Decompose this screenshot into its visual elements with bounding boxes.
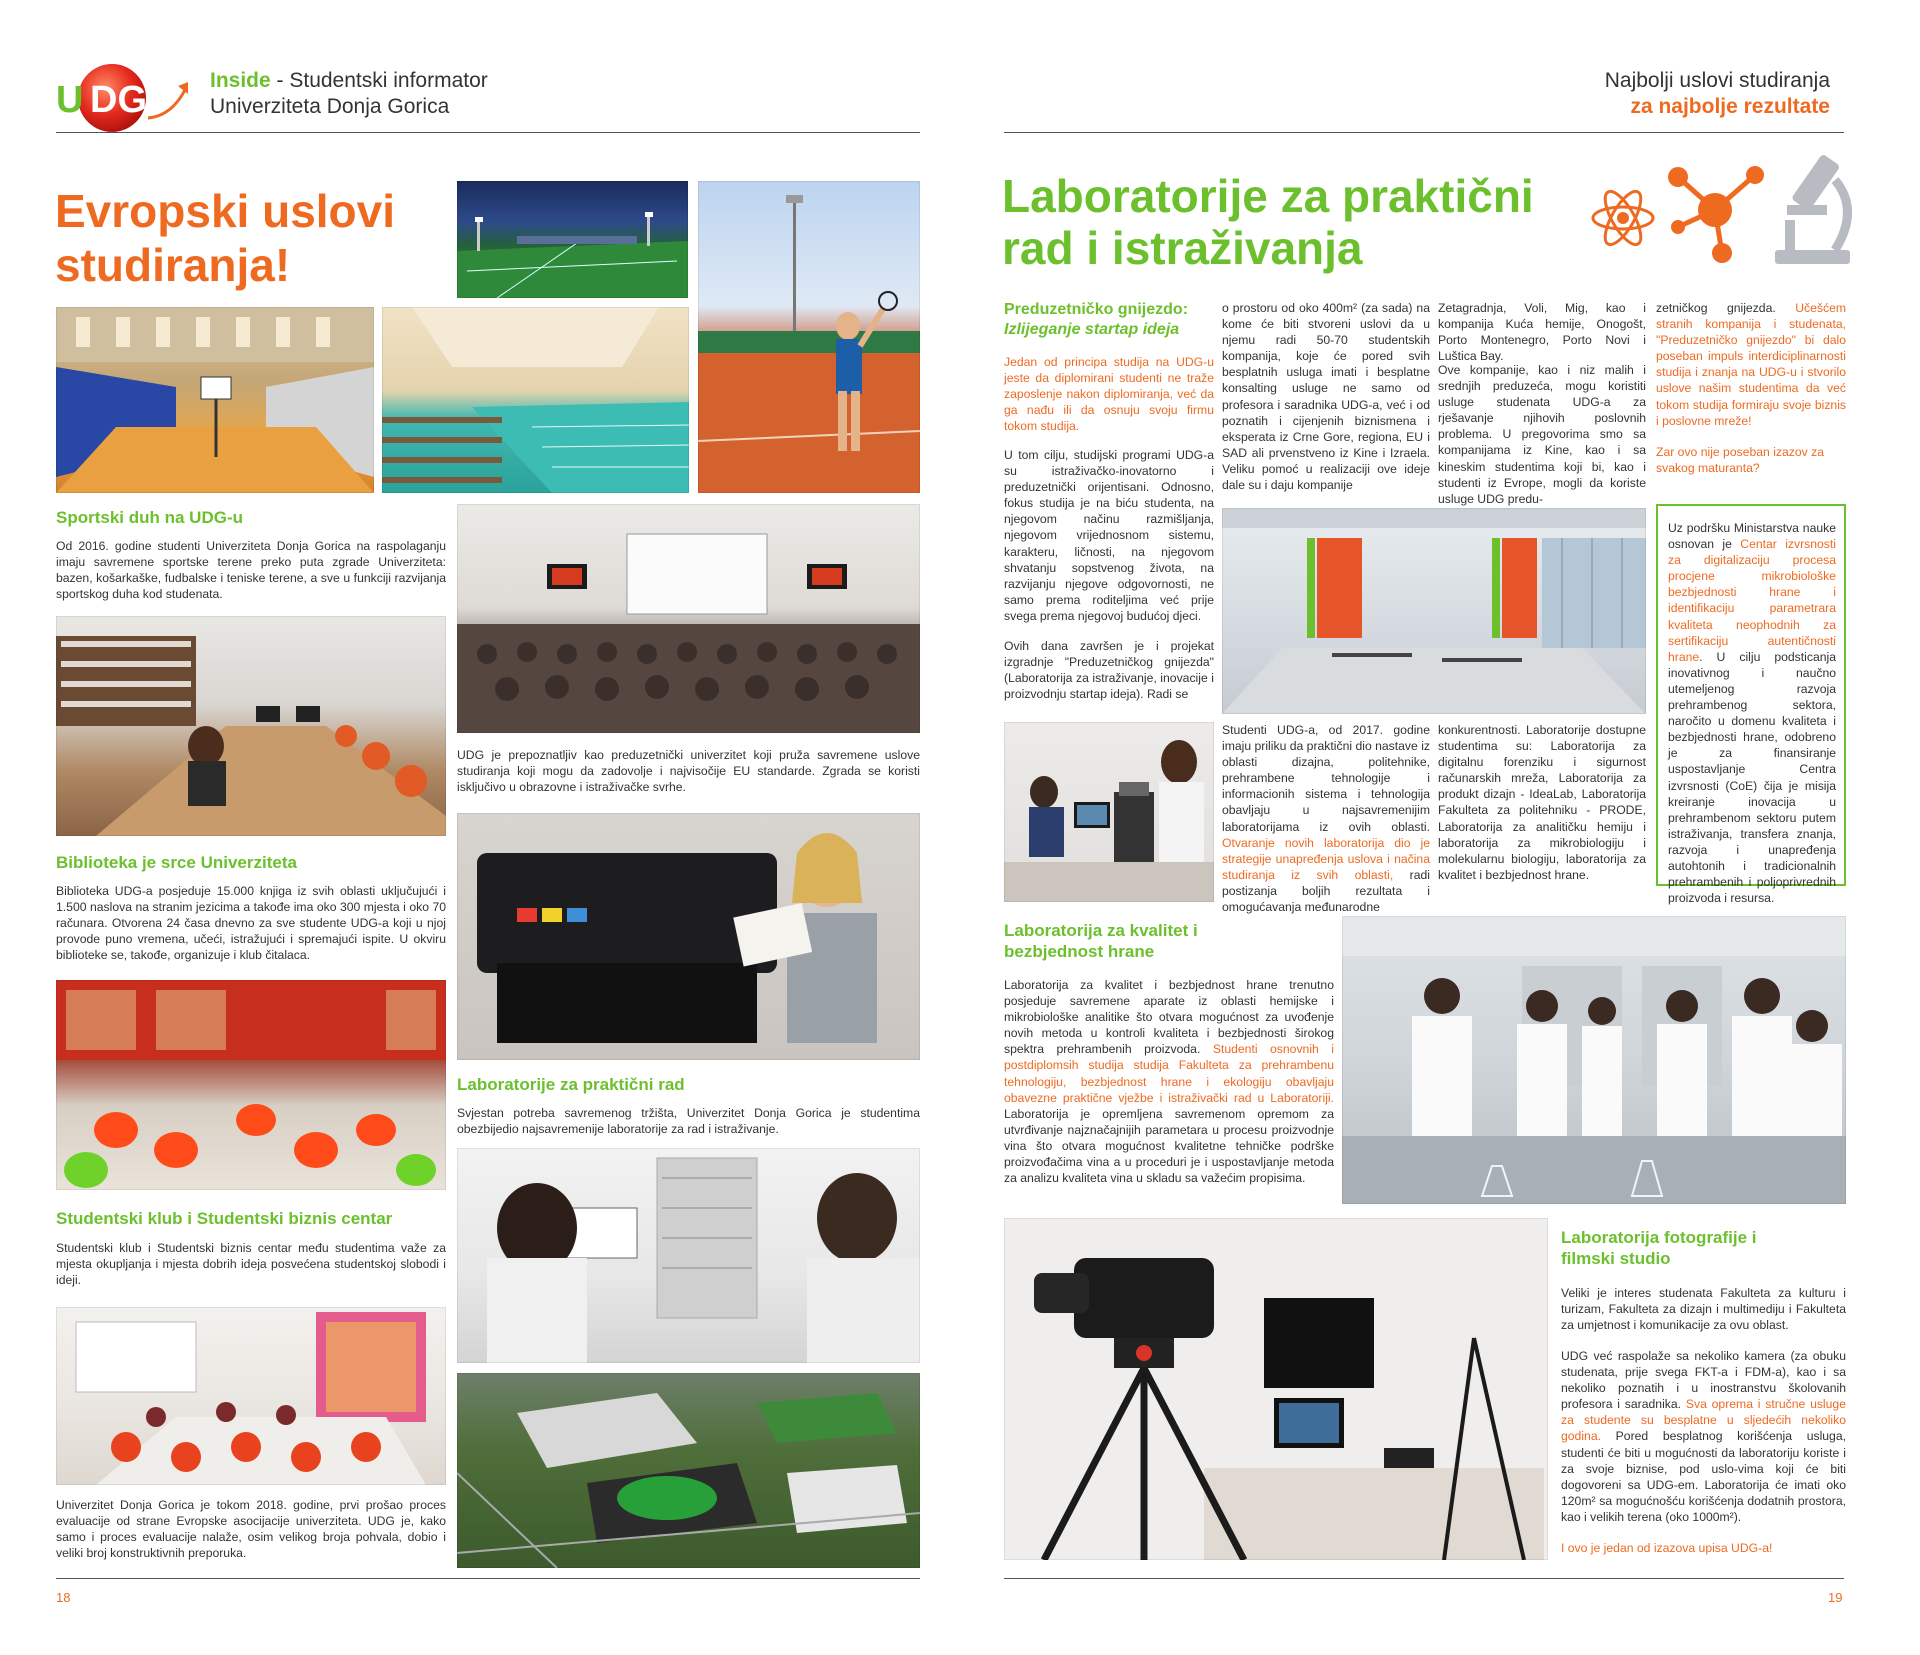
right-title xyxy=(1002,170,1562,274)
udg-logo xyxy=(52,58,192,133)
nest-p3: Ovih dana završen je i projekat izgradnje "Preduzetničkog gnijezda" (Laboratorija za istraživanje, inovacije i proizvodnju startap ideja). Radi se xyxy=(1004,639,1214,702)
photo-lab-p1: Veliki je interes studenata Fakulteta za kulturu i turizam, Fakulteta za dizajn i multimediju i Fakulteta za umjetnost i komunikacije za ovu oblast. xyxy=(1561,1286,1846,1333)
coe-text-b: . U cilju podsticanja inovativnog i naučno utemeljenog razvoja prehrambenog sektora, naročito u domenu kvaliteta i bezbjednosti hrane, odobreno je za finansiranje uspostavljanje Centra izvrsnosti (CoE) čija je misija kreiranje inovacija u prehrambenom sektoru putem istraživanja, transfera znanja, razvoja i unapređenja autohtonih i tradicionalnih prehrambenih i poljoprivrednih proizvoda i resursa. xyxy=(1668,649,1836,906)
photo-sports-hall xyxy=(56,307,374,493)
labs-col1-a: Studenti UDG-a, od 2017. godine imaju priliku da praktični dio nastave iz oblasti dizajna, politehnike, prehrambene tehnologije i informacionih sistema i tehnologija obavljaju u najsavremenijim laboratorijama iz ovih oblasti. xyxy=(1222,723,1430,834)
food-lab-title-line1: Laboratorija za kvalitet i xyxy=(1004,921,1198,940)
nest-col4-orange: Učešćem stranih kompanija i studenata, "Preduzetničko gnijezdo" bi dalo poseban impuls interdiciplinarnosti studija i znanja na UDG-u i stvorilo uslove našim studentima da već tokom studija formiraju svoje biznis i poslovne mreže! xyxy=(1656,301,1846,428)
coe-text-a: Uz podršku Ministarstva nauke osnovan je xyxy=(1668,521,1836,552)
photo-lab-p2-orange: Sva oprema i stručne usluge za studente su besplatne u sljedećih nekoliko godina. xyxy=(1561,1397,1846,1444)
hall-text: UDG je prepoznatljiv kao preduzetnički univerzitet koji pruža savremene uslove studiranja koji mogu da zadovolje i najvisočije EU standarde. Zgrada se koristi isključivo u obrazovne i istraživačke svrhe. xyxy=(457,748,920,795)
nest-title xyxy=(1004,300,1226,340)
molecule-icon xyxy=(1660,155,1770,265)
page-number-left: 18 xyxy=(56,1590,71,1605)
right-page xyxy=(960,0,1920,1655)
photo-sports-field xyxy=(457,181,688,298)
nest-intro: Jedan od principa studija na UDG-u jeste da diplomirani studenti ne traže zaposlenje nakon diplomiranja, već da ga nađu ili da osnuju svoju firmu tokom studija. xyxy=(1004,355,1214,434)
photo-lab-student xyxy=(1004,722,1214,902)
lab-text-left: Svjestan potreba savremenog tržišta, Univerzitet Donja Gorica je studentima obezbijedio najsavremenije laboratorije za rad i istraživanje. xyxy=(457,1106,920,1137)
nest-col4-question: Zar ovo nije poseban izazov za svakog maturanta? xyxy=(1656,445,1825,476)
header-right-line2: za najbolje rezultate xyxy=(1630,95,1830,118)
microscope-icon xyxy=(1765,150,1855,270)
nest-title-line2: Izlijeganje startap ideja xyxy=(1004,321,1180,338)
footer-rule-right xyxy=(1004,1578,1844,1579)
food-lab-text xyxy=(1004,977,1334,1186)
food-lab-text-orange: Studenti osnovnih i postdiplomsih studija studija Fakulteta za prehrambenu tehnologiju, bezbjednost hrane i ekologiju obavljaju obavezne praktične vježbe i istraživački rad u Laboratoriji. xyxy=(1004,1042,1334,1105)
labs-col1 xyxy=(1222,722,1430,915)
inside-rest: - Studentski informator xyxy=(270,69,488,92)
coe-text xyxy=(1668,520,1836,906)
photo-student-club xyxy=(56,980,446,1190)
photo-lab-p2-a: UDG već raspolaže sa nekoliko kamera (za obuku studenata, prije svega FKT-a i FDM-a), kao i sa nekoliko poznatih i u inostranstvu školovanih profesora i saradnika. xyxy=(1561,1349,1846,1412)
club-text: Studentski klub i Studentski biznis centar među studentima važe za mjesta okupljanja i mjesta dobrih ideja posvećena studentskoj slobodi i ideji. xyxy=(56,1241,446,1288)
nest-col3-p1: Zetagradnja, Voli, Mig, kao i kompanija Kuća hemije, Onogošt, Porto Montenegro, Porto Novi i Luštica Bay. xyxy=(1438,301,1646,364)
photo-plotter xyxy=(457,813,920,1060)
left-title xyxy=(55,184,455,292)
photo-business-center xyxy=(56,1307,446,1485)
photo-lab-p2-b: Pored besplatnog korišćenja usluga, studenti će biti u mogućnosti da laboratoriju koriste i za svoje biznise, pod uslo-vima koji će biti dogovoreni sa UDG-em. Laboratorija će imati oko 120m² sa mogućnošću korišćenja dodatnih prostora, kao i velikih terena (oko 1000m²). xyxy=(1561,1429,1846,1524)
nest-col4-a: zetničkog gnijezda. xyxy=(1656,301,1796,315)
photo-lab-p2 xyxy=(1561,1348,1846,1525)
photo-tennis xyxy=(698,181,920,493)
labs-col2: konkurentnosti. Laboratorije dostupne studentima su: Laboratorija za digitalnu forenziku i sigurnost računarskih mreža, Laboratorija za produkt dizajn - IdeaLab, Laboratorija Fakulteta za politehniku - PRODE, Laboratorija za analitičku hemiju i laboratorija za mikrobiologiju i molekularnu biologiju, laboratorija za kvalitet i bezbjednost hrane. xyxy=(1438,723,1646,882)
labs-col1-b: radi postizanja boljih rezultata i omogućavanja međunarodne xyxy=(1222,867,1430,915)
photo-lecture-hall xyxy=(457,504,920,733)
library-text: Biblioteka UDG-a posjeduje 15.000 knjiga iz svih oblasti uključujući i 1.500 naslova na stranim jezicima a takođe ima oko 300 mjesta i oko 70 računara. Otvorena 24 časa dnevno za sve studente UDG-a koji u njoj provode puno vremena, učeći, istražujući i spremajući ispite. U okviru biblioteke se, takođe, organizuje i klub čitalaca. xyxy=(56,884,446,963)
left-title-line2: studiranja! xyxy=(55,239,291,291)
header-right-line1: Najbolji uslovi studiranja xyxy=(1604,69,1830,92)
photo-lab-title-line2: filmski studio xyxy=(1561,1249,1671,1268)
nest-p2: U tom cilju, studijski programi UDG-a su istraživačko-inovatorno i preduzetnički orijentisani. Odnosno, fokus studija je na biću studenta, na njegovom načinu razmišljanja, njegovom vrijednosnom sistemu, karakteru, ličnosti, na njegovom shvatanju sopstvenog života, na razvijanju njegove odgovornosti, ne samo prema roditeljima već prije svega prema njegovoj budućoj djeci. xyxy=(1004,448,1214,623)
photo-lab-title xyxy=(1561,1227,1861,1269)
header-inside xyxy=(210,68,590,120)
nest-col4 xyxy=(1656,300,1846,429)
club-title: Studentski klub i Studentski biznis centar xyxy=(56,1209,393,1228)
nest-col3-p2: Ove kompanije, kao i niz malih i srednjih preduzeća, mogu koristiti usluge studenata UDG-a za rješavanje njihovih poslovnih problema. U pregovorima smo sa kompanijama iz Kine, kao i sa kineskim studentima koji bi, kao i studenti iz Evrope, mogli da koriste usluge UDG predu- xyxy=(1438,363,1646,506)
svg-text:DG: DG xyxy=(90,79,147,121)
photo-film-studio xyxy=(1004,1218,1548,1560)
right-title-line1: Laboratorije za praktični xyxy=(1002,170,1534,222)
header-rule-left xyxy=(56,132,920,133)
food-lab-title-line2: bezbjednost hrane xyxy=(1004,942,1155,961)
photo-computer-lab xyxy=(457,1148,920,1363)
photo-startup-nest xyxy=(1222,508,1646,714)
inside-line2: Univerziteta Donja Gorica xyxy=(210,95,450,118)
footer-rule-left xyxy=(56,1578,920,1579)
nest-col2: o prostoru od oko 400m² (za sada) na kome će biti stvoreni uslovi da u njemu radi 50-70 studentskih kompanija, koje će pored svih besplatnih usluga imati i besplatne konsalting usluge ne samo od profesora i saradnika UDG-a, već i od poznatih i cijenjenih biznismena i eksperata iz Crne Gore, regiona, EU i SAD ali prvenstveno iz Kine i Izraela. Veliku pomoć u realizaciji ove ideje dale su i daju kompanije xyxy=(1222,301,1430,493)
photo-aerial-campus xyxy=(457,1373,920,1568)
inside-label: Inside xyxy=(210,69,271,92)
photo-food-lab xyxy=(1342,916,1846,1204)
svg-text:U: U xyxy=(56,79,84,121)
eval-text: Univerzitet Donja Gorica je tokom 2018. godine, prvi prošao proces evaluacije od strane Evropske asocijacije univerziteta. UDG je, kako samo i proces evaluacije nalaže, osim velikog broja pohvala, dobio i veliki broj konstruktivnih preporuka. xyxy=(56,1498,446,1561)
lab-title-left: Laboratorije za praktični rad xyxy=(457,1075,685,1094)
nest-title-line1: Preduzetničko gnijezdo: xyxy=(1004,301,1189,318)
photo-lab-p3: I ovo je jedan od izazova upisa UDG-a! xyxy=(1561,1541,1773,1555)
sport-text: Od 2016. godine studenti Univerziteta Donja Gorica na raspolaganju imaju savremene sportske terene preko puta zgrade Univerziteta: bazen, košarkaške, fudbalske i teniske terene, a sve u funkciji razvijanja sportskog duha kod studenata. xyxy=(56,539,446,602)
atom-icon xyxy=(1590,185,1656,251)
sport-title: Sportski duh na UDG-u xyxy=(56,508,243,527)
photo-pool xyxy=(382,307,689,493)
page-number-right: 19 xyxy=(1828,1590,1843,1605)
left-title-line1: Evropski uslovi xyxy=(55,185,396,237)
photo-library xyxy=(56,616,446,836)
library-title: Biblioteka je srce Univerziteta xyxy=(56,853,297,872)
header-rule-right xyxy=(1004,132,1844,133)
food-lab-title xyxy=(1004,920,1304,962)
food-lab-text-b: Laboratorija je opremljena savremenom opremom za utvrđivanje najznačajnijih parametara u procesu proizvodnje vina što otvara mogućnost kvalitetne tehničke podrške proizvođačima vina a u proceduri je i uspostavljanje metoda za analizu kvaliteta vina u skladu sa važećim propisima. xyxy=(1004,1106,1334,1186)
coe-text-orange: Centar izvrsnosti za digitalizaciju procesa procjene mikrobiološke bezbjednosti hrane i identifikaciju parametrara kvaliteta neophodnih za sertifikaciju autentičnosti hrane xyxy=(1668,537,1836,664)
labs-col1-orange: Otvaranje novih laboratorija dio je strategije unapređenja uslova i načina studiranja iz svih oblasti, xyxy=(1222,835,1430,882)
food-lab-text-a: Laboratorija za kvalitet i bezbjednost hrane trenutno posjeduje savremene aparate iz oblasti hemijske i mikrobiološke analitike što otvara mogućnost za uvođenje novih metoda u kontroli kvaliteta i bezbjednosti širokog spektra prehrambenih proizvoda. xyxy=(1004,978,1334,1057)
right-title-line2: rad i istraživanja xyxy=(1002,222,1363,274)
photo-lab-title-line1: Laboratorija fotografije i xyxy=(1561,1228,1757,1247)
header-right xyxy=(1520,68,1830,120)
